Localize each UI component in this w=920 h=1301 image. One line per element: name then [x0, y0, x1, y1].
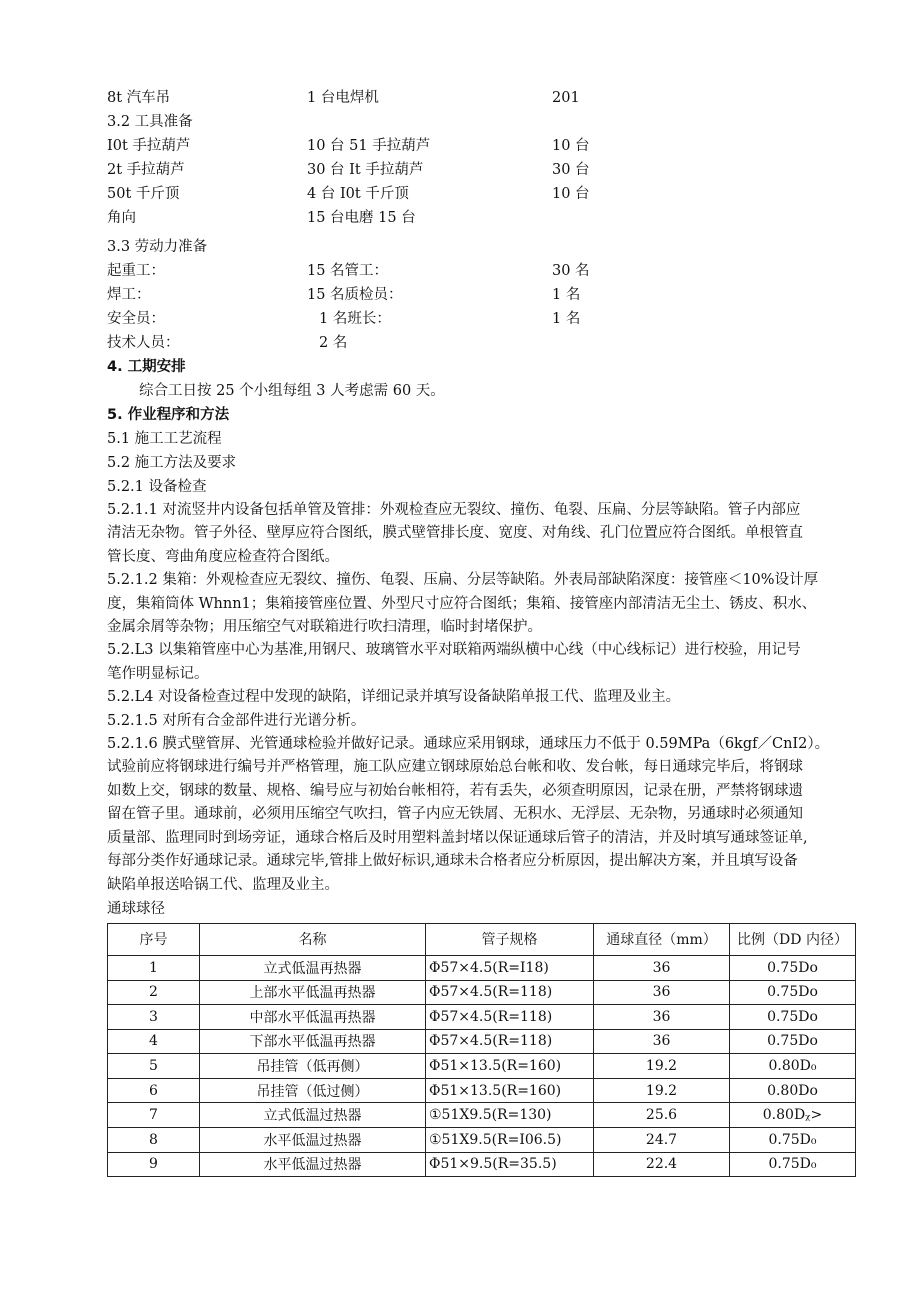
cell-diameter: 22.4	[594, 1152, 730, 1177]
paragraph-line: 笔作明显标记。	[107, 665, 209, 682]
cell-name: 下部水平低温再热器	[200, 1029, 426, 1054]
table-header-row	[108, 923, 856, 955]
labor-item: 1 名	[552, 311, 581, 327]
cell-diameter: 25.6	[594, 1103, 730, 1128]
paragraph-5-2-1-3	[107, 639, 857, 686]
cell-index: 3	[108, 1005, 200, 1030]
paragraph-5-2-1-2	[107, 569, 857, 639]
paragraph-line: 5.2.1.6 膜式壁管屏、光管通球检验并做好记录。通球应采用钢球，通球压力不低于 0.59MPa（6kgf／CnI2）。	[107, 736, 830, 753]
paragraph-line: 5.2.1.2 集箱：外观检查应无裂纹、撞伤、龟裂、压扁、分层等缺陷。外表局部缺陷深度：接管座＜10%设计厚	[107, 572, 819, 589]
tool-item: 10 台	[552, 138, 590, 154]
tools-heading: 3.2 工具准备	[107, 114, 193, 130]
cell-index: 7	[108, 1103, 200, 1128]
column-header: 名称	[200, 923, 426, 955]
cell-ratio: 0.75Do	[730, 980, 856, 1005]
tool-item: 15 台电磨 15 台	[307, 210, 416, 226]
cell-name: 吊挂管（低过侧）	[200, 1078, 426, 1103]
table-row	[108, 1078, 856, 1103]
labor-row	[107, 307, 857, 331]
equipment-item: 201	[552, 90, 580, 106]
tool-item: 4 台 I0t 千斤顶	[307, 186, 409, 202]
cell-index: 5	[108, 1054, 200, 1079]
paragraph-line: 金属余屑等杂物；用压缩空气对联箱进行吹扫清理，临时封堵保护。	[107, 619, 542, 636]
labor-item: 起重工：	[107, 263, 165, 279]
paragraph-5-2-1-5	[107, 710, 857, 733]
tools-row	[107, 206, 857, 230]
tool-item: 10 台 51 手拉葫芦	[307, 138, 431, 154]
table-row	[108, 1103, 856, 1128]
paragraph-line: 缺陷单报送哈锅工代、监理及业主。	[107, 876, 339, 893]
table-row	[108, 1005, 856, 1030]
cell-diameter: 24.7	[594, 1128, 730, 1153]
tool-item: 角向	[107, 210, 136, 226]
equipment-item: 1 台电焊机	[307, 90, 379, 106]
cell-spec: ①51X9.5(R=130)	[426, 1103, 594, 1128]
cell-ratio: 0.75Do	[730, 1005, 856, 1030]
column-header: 比例（DD 内径）	[730, 923, 856, 955]
tool-item: 10 台	[552, 186, 590, 202]
cell-spec: ①51X9.5(R=I06.5)	[426, 1128, 594, 1153]
labor-item: 15 名质检员：	[307, 287, 403, 303]
cell-diameter: 19.2	[594, 1054, 730, 1079]
paragraph-line: 清洁无杂物。管子外径、壁厚应符合图纸，膜式壁管排长度、宽度、对角线、孔门位置应符合图纸。单根管直	[107, 525, 803, 542]
labor-row	[107, 331, 857, 355]
labor-item: 焊工：	[107, 287, 151, 303]
cell-spec: Φ51×13.5(R=160)	[426, 1054, 594, 1079]
cell-name: 中部水平低温再热器	[200, 1005, 426, 1030]
labor-item: 技术人员：	[107, 335, 180, 351]
cell-spec: Φ57×4.5(R=118)	[426, 1005, 594, 1030]
paragraph-line: 质量部、监理同时到场旁证，通球合格后及时用塑料盖封堵以保证通球后管子的清洁，并及时填写通球签证单,	[107, 829, 808, 846]
cell-index: 1	[108, 955, 200, 980]
equipment-item: 8t 汽车吊	[107, 90, 171, 106]
cell-name: 立式低温过热器	[200, 1103, 426, 1128]
cell-spec: Φ57×4.5(R=I18)	[426, 955, 594, 980]
cell-diameter: 36	[594, 955, 730, 980]
cell-diameter: 36	[594, 980, 730, 1005]
cell-spec: Φ57×4.5(R=118)	[426, 1029, 594, 1054]
cell-name: 水平低温过热器	[200, 1128, 426, 1153]
paragraph-line: 5.2.1.5 对所有合金部件进行光谱分析。	[107, 712, 366, 729]
schedule-heading: 4. 工期安排	[107, 359, 186, 375]
tools-row	[107, 182, 857, 206]
paragraph-line: 5.2.L3 以集箱管座中心为基准,用钢尺、玻璃管水平对联箱两端纵横中心线（中心线标记）进行校验，用记号	[107, 642, 801, 659]
table-row	[108, 1029, 856, 1054]
labor-item: 安全员：	[107, 311, 165, 327]
cell-name: 水平低温过热器	[200, 1152, 426, 1177]
cell-index: 2	[108, 980, 200, 1005]
procedure-heading: 5. 作业程序和方法	[107, 407, 230, 423]
cell-ratio: 0.75D₀	[730, 1152, 856, 1177]
labor-heading: 3.3 劳动力准备	[107, 239, 208, 255]
schedule-text: 综合工日按 25 个小组每组 3 人考虑需 60 天。	[139, 383, 445, 399]
tools-row	[107, 134, 857, 158]
cell-ratio: 0.75D₀	[730, 1128, 856, 1153]
cell-spec: Φ57×4.5(R=118)	[426, 980, 594, 1005]
cell-ratio: 0.80Dᵪ>	[730, 1103, 856, 1128]
paragraph-line: 5.2.L4 对设备检查过程中发现的缺陷，详细记录并填写设备缺陷单报工代、监理及业主。	[107, 689, 681, 706]
cell-name: 上部水平低温再热器	[200, 980, 426, 1005]
table-row	[108, 1054, 856, 1079]
tool-item: 30 台	[552, 162, 590, 178]
paragraph-line: 度，集箱筒体 Whnn1；集箱接管座位置、外型尺寸应符合图纸；集箱、接管座内部清洁无尘土、锈皮、积水、	[107, 595, 817, 612]
paragraph-5-2-1-6	[107, 733, 857, 897]
cell-ratio: 0.75Do	[730, 1029, 856, 1054]
cell-name: 吊挂管（低再侧）	[200, 1054, 426, 1079]
table-caption: 通球球径	[107, 900, 165, 917]
labor-row	[107, 283, 857, 307]
paragraph-5-2-1-1	[107, 499, 857, 569]
labor-item: 1 名班长：	[319, 311, 391, 327]
cell-diameter: 36	[594, 1005, 730, 1030]
column-header: 管子规格	[426, 923, 594, 955]
tool-item: 30 台 It 手拉葫芦	[307, 162, 424, 178]
labor-item: 1 名	[552, 287, 581, 303]
table-row	[108, 1128, 856, 1153]
section-5-1: 5.1 施工工艺流程	[107, 431, 222, 447]
table-row	[108, 955, 856, 980]
labor-row	[107, 259, 857, 283]
tool-item: 2t 手拉葫芦	[107, 162, 185, 178]
cell-name: 立式低温再热器	[200, 955, 426, 980]
paragraph-line: 留在管子里。通球前，必须用压缩空气吹扫，管子内应无铁屑、无积水、无浮层、无杂物，另通球时必须通知	[107, 806, 803, 823]
column-header: 通球直径（mm）	[594, 923, 730, 955]
cell-index: 8	[108, 1128, 200, 1153]
document-page	[107, 86, 857, 1177]
labor-item: 30 名	[552, 263, 590, 279]
table-row	[108, 980, 856, 1005]
table-row	[108, 1152, 856, 1177]
cell-diameter: 36	[594, 1029, 730, 1054]
cell-index: 9	[108, 1152, 200, 1177]
cell-spec: Φ51×9.5(R=35.5)	[426, 1152, 594, 1177]
cell-spec: Φ51×13.5(R=160)	[426, 1078, 594, 1103]
tool-item: I0t 手拉葫芦	[107, 138, 191, 154]
cell-ratio: 0.80D₀	[730, 1054, 856, 1079]
cell-ratio: 0.75Do	[730, 955, 856, 980]
cell-ratio: 0.80Do	[730, 1078, 856, 1103]
paragraph-5-2-1-4	[107, 686, 857, 709]
paragraph-line: 每部分类作好通球记录。通球完毕,管排上做好标识,通球未合格者应分析原因，提出解决方案，并且填写设备	[107, 853, 798, 870]
paragraph-line: 5.2.1.1 对流竖井内设备包括单管及管排：外观检查应无裂纹、撞伤、龟裂、压扁、分层等缺陷。管子内部应	[107, 502, 801, 518]
section-5-2: 5.2 施工方法及要求	[107, 455, 237, 471]
labor-item: 2 名	[319, 335, 348, 351]
cell-diameter: 19.2	[594, 1078, 730, 1103]
section-5-2-1: 5.2.1 设备检查	[107, 479, 207, 495]
column-header: 序号	[108, 923, 200, 955]
tool-item: 50t 千斤顶	[107, 186, 180, 202]
cell-index: 6	[108, 1078, 200, 1103]
tools-row	[107, 158, 857, 182]
cell-index: 4	[108, 1029, 200, 1054]
paragraph-line: 管长度、弯曲角度应检查符合图纸。	[107, 548, 339, 565]
paragraph-line: 如数上交，钢球的数量、规格、编号应与初始台帐相符，若有丢失，必须查明原因，记录在册，严禁将钢球遗	[107, 782, 803, 799]
labor-item: 15 名管工：	[307, 263, 389, 279]
ball-diameter-table	[107, 923, 856, 1177]
equipment-line	[107, 86, 857, 110]
paragraph-line: 试验前应将钢球进行编号并严格管理，施工队应建立钢球原始总台帐和收、发台帐，每日通球完毕后，将钢球	[107, 759, 803, 776]
